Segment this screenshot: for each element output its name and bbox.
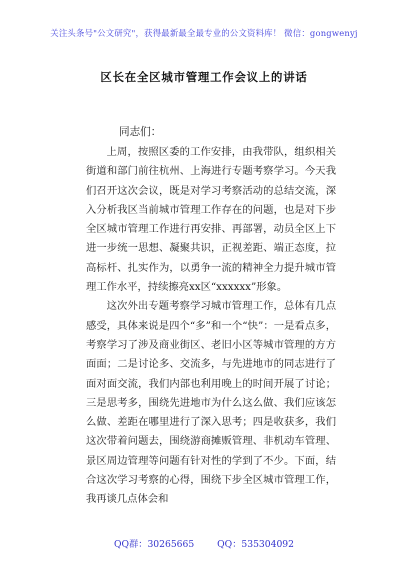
paragraph-1: 上周，按照区委的工作安排，由我带队，组织相关街道和部门前往杭州、上海进行专题考察学习。今天我们召开这次会议，既是对学习考察活动的总结交流，深入分析我区当前城市管理工作存在的问题，也是对下步全区城市管理工作进行再安排、再部署，动员全区上下进一步统一思想、凝聚共识，正视差距、端正态度，拉高标杆、扎实作为，以勇争一流的精神全力提升城市管理工作水平，持续擦亮xx区“xxxxxx”形象。 <box>86 146 336 294</box>
paragraph-2: 这次外出专题考察学习城市管理工作，总体有几点感受，具体来说是四个“多”和一个“快”：一是看点多，考察学习了涉及商业街区、老旧小区等城市管理的方方面面；二是讨论多、交流多，与先进地市的同志进行了面对面交流，我们内部也利用晚上的时间开展了讨论；三是思考多，围绕先进地市为什么这么做、我们应该怎么做、差距在哪里进行了深入思考；四是收获多，我们这次带着问题去，围绕游商摊贩管理、非机动车管理、景区周边管理等问题有针对性的学到了不少。下面，结合这次学习考察的心得，围绕下步全区城市管理工作，我再谈几点体会和 <box>86 300 336 506</box>
footer-qq-number: QQ：535304092 <box>217 539 294 550</box>
salutation: 同志们： <box>119 126 162 138</box>
footer-qq-group: QQ群：30265665 <box>114 539 195 550</box>
header-promo-text: 关注头条号"公文研究"，获得最新最全最专业的公文资料库！ 微信：gongwenyj <box>50 28 358 38</box>
document-title: 区长在全区城市管理工作会议上的讲话 <box>100 70 308 84</box>
document-body <box>86 143 336 510</box>
footer-contact <box>0 536 408 550</box>
